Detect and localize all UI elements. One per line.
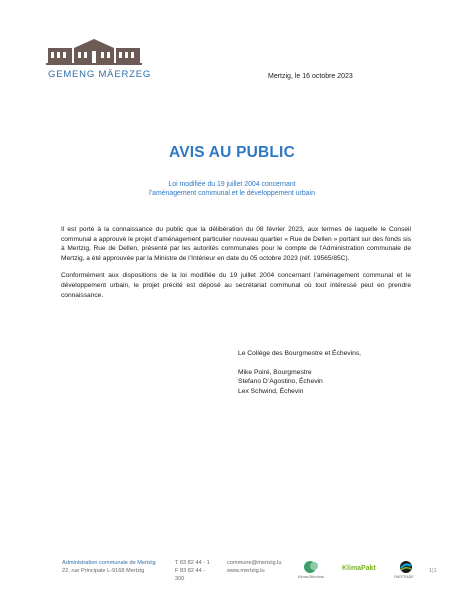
- fairtrade-text: FAIRTRADE: [394, 575, 414, 579]
- footer-phone-block: [175, 560, 225, 583]
- town-hall-icon: [46, 36, 142, 68]
- municipality-logo: [46, 36, 142, 68]
- klimapakt-text: KlimaPakt: [342, 565, 376, 572]
- subtitle-line-1: Loi modifiée du 19 juillet 2004 concernant: [168, 181, 296, 188]
- klima-buendnis-text: Klima-Bündnis: [298, 574, 324, 579]
- footer-email[interactable]: commune@mertzig.lu: [227, 560, 282, 566]
- page-number: 1|1: [429, 568, 437, 574]
- body-paragraph-2: Conformément aux dispositions de la loi modifiée du 19 juillet 2004 concernant l’aménagement communal et le développement urbain, le projet précité est déposé au secrétariat communal où tout intéressé peut en prendre connaissance.: [61, 272, 411, 299]
- footer-street: 22, rue Principale L-9168 Mertzig: [62, 567, 145, 574]
- logo-wordmark: GEMENG MÄERZEG: [48, 69, 152, 80]
- notice-body: [61, 225, 411, 308]
- klimapakt-icon: [342, 562, 386, 576]
- subtitle: [0, 180, 464, 198]
- document-date: Mertzig, le 16 octobre 2023: [268, 73, 353, 80]
- klimapakt-logo: [342, 562, 386, 580]
- fairtrade-logo: [394, 560, 418, 584]
- signatory-alderman-1: Stefano D’Agostino, Échevin: [238, 378, 323, 386]
- body-paragraph-1: Il est porté à la connaissance du public que la délibération du 08 février 2023, aux termes de laquelle le Conseil communal a approuvé le projet d’aménagement particulier nouveau quartier « Rue de Dellen » portant sur des fonds sis à Mertzig, Rue de Dellen, présenté par les autorités communales pour le compte de l’Administration communale de Mertzig, a été approuvée par la Ministre de l’Intérieur en date du 05 octobre 2023 (réf. 19565/85C).: [61, 226, 411, 262]
- klima-buendnis-icon: [298, 560, 328, 580]
- footer: [62, 560, 442, 590]
- footer-contact-block: [227, 560, 295, 576]
- footer-website[interactable]: www.mertzig.lu: [227, 567, 265, 574]
- subtitle-line-2: l’aménagement communal et le développement urbain: [149, 190, 315, 197]
- footer-fax: F 83 82 44 -: [175, 567, 206, 574]
- signature-intro: Le Collège des Bourgmestre et Échevins,: [238, 350, 362, 357]
- footer-admin-name: Administration communale de Mertzig: [62, 560, 156, 566]
- footer-phone: T 83 82 44 - 1: [175, 560, 210, 566]
- klima-buendnis-logo: [298, 560, 328, 584]
- page-title: AVIS AU PUBLIC: [169, 144, 295, 161]
- footer-fax-cont: 300: [175, 575, 185, 582]
- fairtrade-icon: [394, 560, 418, 580]
- footer-address: [62, 560, 172, 576]
- signature-block: [238, 349, 361, 396]
- signatory-mayor: Mike Poiré, Bourgmestre: [238, 368, 312, 376]
- signatory-alderman-2: Lex Schwind, Échevin: [238, 387, 304, 395]
